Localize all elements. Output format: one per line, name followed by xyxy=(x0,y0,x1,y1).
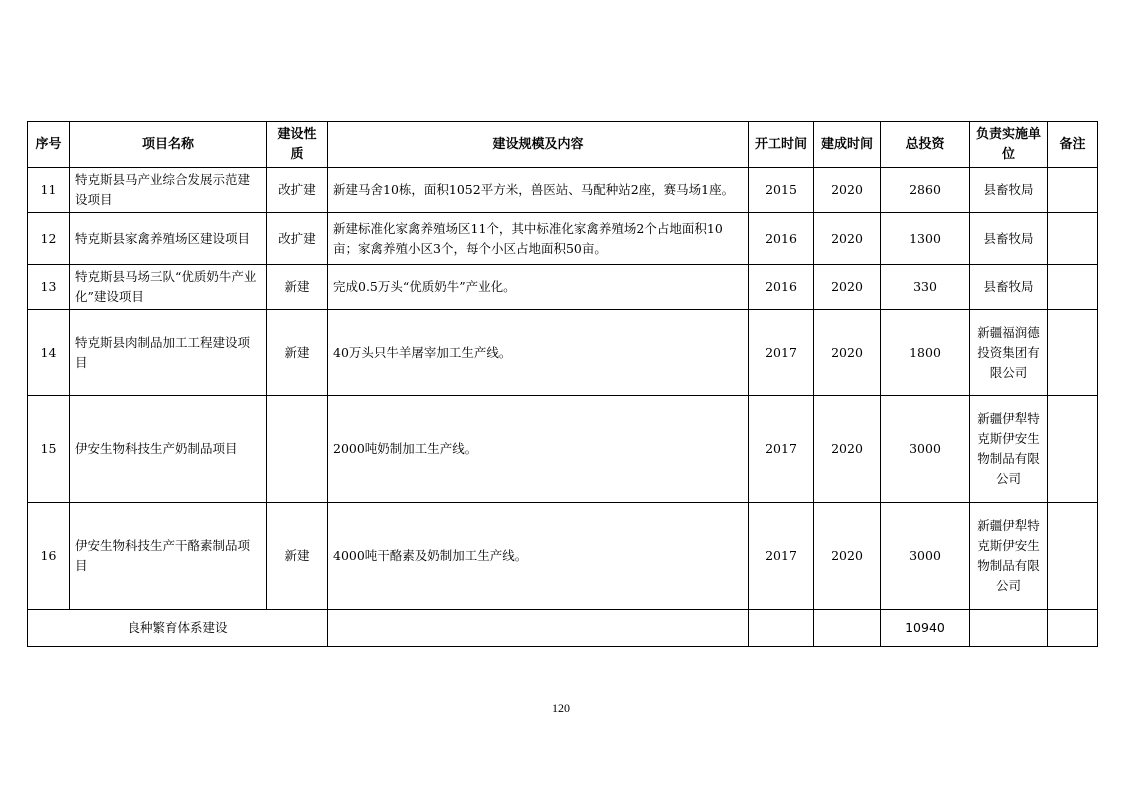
summary-label: 良种繁育体系建设 xyxy=(28,610,328,647)
cell-scale: 完成0.5万头“优质奶牛”产业化。 xyxy=(328,265,749,310)
cell-scale: 2000吨奶制加工生产线。 xyxy=(328,396,749,503)
cell-scale: 4000吨干酪素及奶制加工生产线。 xyxy=(328,503,749,610)
cell-start: 2016 xyxy=(749,213,814,265)
cell-no: 15 xyxy=(28,396,70,503)
table-row xyxy=(28,503,1098,610)
summary-empty-cell xyxy=(970,610,1048,647)
cell-end: 2020 xyxy=(814,310,881,396)
cell-name: 特克斯县肉制品加工工程建设项目 xyxy=(70,310,267,396)
cell-no: 11 xyxy=(28,168,70,213)
cell-no: 12 xyxy=(28,213,70,265)
cell-unit: 新疆伊犁特克斯伊安生物制品有限公司 xyxy=(970,396,1048,503)
cell-name: 特克斯县马场三队“优质奶牛产业化”建设项目 xyxy=(70,265,267,310)
cell-nature: 改扩建 xyxy=(267,168,328,213)
cell-investment: 3000 xyxy=(881,396,970,503)
summary-investment: 10940 xyxy=(881,610,970,647)
summary-row xyxy=(28,610,1098,647)
summary-empty-cell xyxy=(1048,610,1098,647)
cell-name: 特克斯县马产业综合发展示范建设项目 xyxy=(70,168,267,213)
cell-scale: 新建标准化家禽养殖场区11个，其中标准化家禽养殖场2个占地面积10亩；家禽养殖小区3个，每个小区占地面积50亩。 xyxy=(328,213,749,265)
cell-investment: 3000 xyxy=(881,503,970,610)
cell-unit: 新疆伊犁特克斯伊安生物制品有限公司 xyxy=(970,503,1048,610)
header-scale: 建设规模及内容 xyxy=(328,122,749,168)
cell-name: 伊安生物科技生产干酪素制品项目 xyxy=(70,503,267,610)
header-end: 建成时间 xyxy=(814,122,881,168)
cell-remark xyxy=(1048,168,1098,213)
cell-end: 2020 xyxy=(814,168,881,213)
cell-end: 2020 xyxy=(814,213,881,265)
cell-unit: 新疆福润德投资集团有限公司 xyxy=(970,310,1048,396)
cell-nature: 改扩建 xyxy=(267,213,328,265)
cell-start: 2017 xyxy=(749,396,814,503)
table-row xyxy=(28,396,1098,503)
cell-no: 16 xyxy=(28,503,70,610)
summary-empty-cell xyxy=(749,610,814,647)
cell-remark xyxy=(1048,310,1098,396)
cell-no: 13 xyxy=(28,265,70,310)
summary-empty-cell xyxy=(328,610,749,647)
project-table xyxy=(27,121,1098,647)
cell-start: 2016 xyxy=(749,265,814,310)
cell-start: 2015 xyxy=(749,168,814,213)
header-unit: 负责实施单位 xyxy=(970,122,1048,168)
cell-start: 2017 xyxy=(749,310,814,396)
cell-nature: 新建 xyxy=(267,265,328,310)
page-number: 120 xyxy=(552,701,570,715)
cell-end: 2020 xyxy=(814,503,881,610)
cell-remark xyxy=(1048,265,1098,310)
cell-unit: 县畜牧局 xyxy=(970,213,1048,265)
cell-unit: 县畜牧局 xyxy=(970,168,1048,213)
header-nature: 建设性质 xyxy=(267,122,328,168)
cell-scale: 40万头只牛羊屠宰加工生产线。 xyxy=(328,310,749,396)
header-start: 开工时间 xyxy=(749,122,814,168)
cell-start: 2017 xyxy=(749,503,814,610)
table-row xyxy=(28,168,1098,213)
cell-remark xyxy=(1048,213,1098,265)
header-name: 项目名称 xyxy=(70,122,267,168)
cell-no: 14 xyxy=(28,310,70,396)
table-row xyxy=(28,265,1098,310)
cell-investment: 1800 xyxy=(881,310,970,396)
header-remark: 备注 xyxy=(1048,122,1098,168)
table-row xyxy=(28,213,1098,265)
header-row xyxy=(28,122,1098,168)
cell-remark xyxy=(1048,396,1098,503)
table-row xyxy=(28,310,1098,396)
cell-nature xyxy=(267,396,328,503)
cell-investment: 2860 xyxy=(881,168,970,213)
header-investment: 总投资 xyxy=(881,122,970,168)
cell-name: 伊安生物科技生产奶制品项目 xyxy=(70,396,267,503)
cell-nature: 新建 xyxy=(267,310,328,396)
cell-name: 特克斯县家禽养殖场区建设项目 xyxy=(70,213,267,265)
cell-investment: 1300 xyxy=(881,213,970,265)
cell-scale: 新建马舍10栋，面积1052平方米，兽医站、马配种站2座，赛马场1座。 xyxy=(328,168,749,213)
cell-investment: 330 xyxy=(881,265,970,310)
cell-unit: 县畜牧局 xyxy=(970,265,1048,310)
cell-end: 2020 xyxy=(814,396,881,503)
cell-nature: 新建 xyxy=(267,503,328,610)
cell-end: 2020 xyxy=(814,265,881,310)
cell-remark xyxy=(1048,503,1098,610)
summary-empty-cell xyxy=(814,610,881,647)
header-no: 序号 xyxy=(28,122,70,168)
